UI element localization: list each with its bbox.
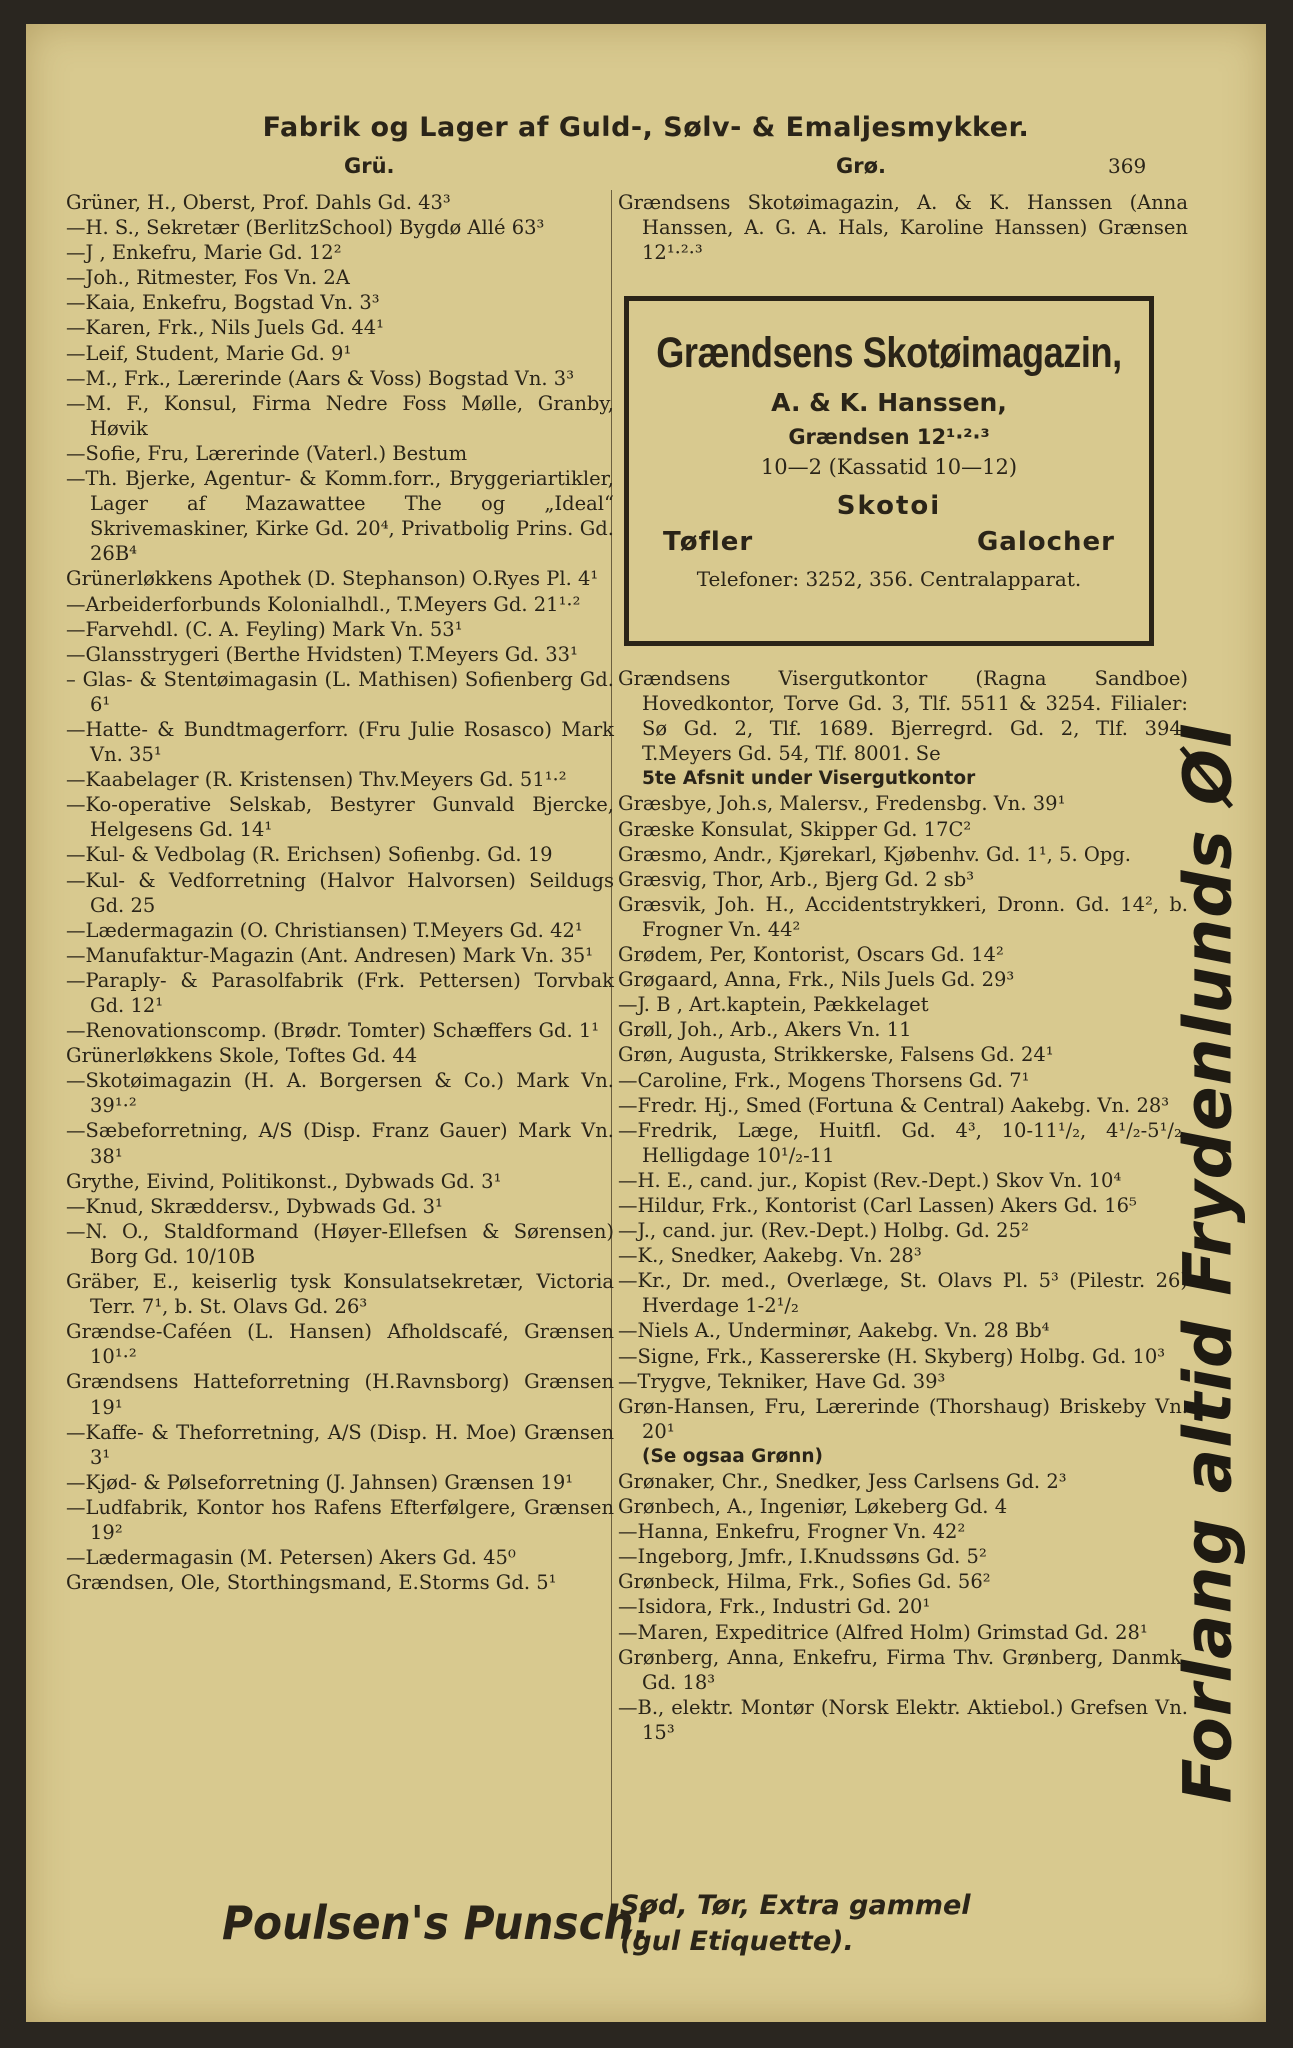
list-item: —Arbeiderforbunds Kolonialhdl., T.Meyers Gd. 21¹·² [66, 592, 581, 616]
footer-ad-line1: Sød, Tør, Extra gammel [620, 1890, 971, 1921]
list-item: —M. F., Konsul, Firma Nedre Foss Mølle, Granby, Høvik [66, 391, 614, 440]
page-header-title: Fabrik og Lager af Guld-, Sølv- & Emaljesmykker. [262, 112, 1030, 143]
list-item: —J , Enkefru, Marie Gd. 12² [66, 241, 342, 265]
list-item: —Knud, Skræddersv., Dybwads Gd. 3¹ [66, 1194, 443, 1218]
left-column [66, 190, 614, 1595]
list-item: —H. E., cand. jur., Kopist (Rev.-Dept.) Skov Vn. 10⁴ [618, 1168, 1122, 1192]
list-item: —Renovationscomp. (Brødr. Tomter) Schæffers Gd. 1¹ [66, 1019, 600, 1043]
list-item: —Joh., Ritmester, Fos Vn. 2A [66, 266, 350, 290]
list-item: Grønbeck, Hilma, Frk., Sofies Gd. 56² [618, 1570, 991, 1594]
list-item: —Hildur, Frk., Kontorist (Carl Lassen) Akers Gd. 16⁵ [618, 1193, 1137, 1217]
list-item: Græske Konsulat, Skipper Gd. 17C² [618, 817, 972, 841]
list-item: —Lædermagazin (O. Christiansen) T.Meyers Gd. 42¹ [66, 918, 583, 942]
right-column [618, 190, 1188, 265]
list-item: Grønberg, Anna, Enkefru, Firma Thv. Grønberg, Danmk. Gd. 18³ [618, 1645, 1188, 1694]
ad-hours: 10—2 (Kassatid 10—12) [760, 455, 1018, 479]
page-number: 369 [1108, 154, 1147, 178]
list-item: —N. O., Staldformand (Høyer-Ellefsen & Sørensen) Borg Gd. 10/10B [66, 1219, 614, 1268]
list-item: —Manufaktur-Magazin (Ant. Andresen) Mark Vn. 35¹ [66, 943, 594, 967]
footer-ad-right [620, 1888, 971, 1960]
list-item: Grünerløkkens Skole, Toftes Gd. 44 [66, 1044, 418, 1068]
left-column-key: Grü. [344, 154, 395, 178]
list-item: Grythe, Eivind, Politikonst., Dybwads Gd. 3¹ [66, 1169, 502, 1193]
list-item: Græsvik, Joh. H., Accidentstrykkeri, Dronn. Gd. 14², b. Frogner Vn. 44² [618, 892, 1188, 941]
list-item: —Signe, Frk., Kassererske (H. Skyberg) Holbg. Gd. 10³ [618, 1344, 1166, 1368]
list-item: Grændsens Hatteforretning (H.Ravnsborg) Grænsen 19¹ [66, 1370, 614, 1419]
list-item: —Maren, Expeditrice (Alfred Holm) Grimstad Gd. 28¹ [618, 1620, 1148, 1644]
list-item: Græsvig, Thor, Arb., Bjerg Gd. 2 sb³ [618, 867, 975, 891]
list-item: —Ko-operative Selskab, Bestyrer Gunvald Bjercke, Helgesens Gd. 14¹ [66, 793, 614, 842]
list-item: – Glas- & Stentøimagasin (L. Mathisen) Sofienberg Gd. 6¹ [66, 667, 614, 716]
list-item: Græsmo, Andr., Kjørekarl, Kjøbenhv. Gd. 1¹, 5. Opg. [618, 842, 1131, 866]
list-item: —Isidora, Frk., Industri Gd. 20¹ [618, 1595, 931, 1619]
list-item: Grünerløkkens Apothek (D. Stephanson) O.Ryes Pl. 4¹ [66, 567, 599, 591]
ad-items [629, 527, 1149, 557]
list-item: —Fredr. Hj., Smed (Fortuna & Central) Aakebg. Vn. 28³ [618, 1093, 1170, 1117]
ad-title: Grændsens Skotøimagazin, [656, 329, 1122, 377]
list-item: Grüner, H., Oberst, Prof. Dahls Gd. 43³ [66, 191, 451, 214]
list-item: Grødem, Per, Kontorist, Oscars Gd. 14² [618, 943, 1004, 967]
directory-page [26, 24, 1266, 2022]
list-item: —Ingeborg, Jmfr., I.Knudssøns Gd. 5² [618, 1545, 987, 1569]
list-item: Grønaker, Chr., Snedker, Jess Carlsens Gd. 2³ [618, 1470, 1067, 1493]
list-item: —Caroline, Frk., Mogens Thorsens Gd. 7¹ [618, 1068, 1030, 1092]
list-item: —Kjød- & Pølseforretning (J. Jahnsen) Grænsen 19¹ [66, 1470, 574, 1494]
right-column-entries [618, 666, 1188, 1745]
list-item: —Kr., Dr. med., Overlæge, St. Olavs Pl. 5³ (Pilestr. 26) Hverdage 1-2¹/₂ [618, 1269, 1188, 1318]
list-item: —Kul- & Vedbolag (R. Erichsen) Sofienbg. Gd. 19 [66, 843, 553, 867]
list-item: —Sæbeforretning, A/S (Disp. Franz Gauer) Mark Vn. 38¹ [66, 1119, 614, 1168]
list-item: —H. S., Sekretær (BerlitzSchool) Bygdø Allé 63³ [66, 216, 545, 240]
list-item: Grønbech, A., Ingeniør, Løkeberg Gd. 4 [618, 1495, 1008, 1519]
list-item: —Paraply- & Parasolfabrik (Frk. Pettersen) Torvbak Gd. 12¹ [66, 968, 614, 1017]
ad-item-right: Galocher [976, 527, 1115, 557]
list-item: —J. B , Art.kaptein, Pækkelaget [618, 993, 929, 1017]
list-item: —Kaabelager (R. Kristensen) Thv.Meyers Gd. 51¹·² [66, 768, 567, 792]
list-item: —Lædermagasin (M. Petersen) Akers Gd. 45⁰ [66, 1546, 516, 1570]
ad-address: Grændsen 12¹·²·³ [788, 425, 990, 449]
side-ad-text: Forlang altid Frydenlunds Øl [1169, 724, 1247, 1804]
footer-ad-line2: (gul Etiquette). [620, 1926, 854, 1957]
list-item: Grøn-Hansen, Fru, Lærerinde (Thorshaug) Briskeby Vn. 20¹ [618, 1394, 1188, 1443]
list-item: Grøn, Augusta, Strikkerske, Falsens Gd. 24¹ [618, 1043, 1054, 1067]
list-item: —Glansstrygeri (Berthe Hvidsten) T.Meyers Gd. 33¹ [66, 642, 578, 666]
ad-item-left: Tøfler [663, 527, 754, 557]
list-item: —Kaia, Enkefru, Bogstad Vn. 3³ [66, 291, 380, 315]
list-item: —Karen, Frk., Nils Juels Gd. 44¹ [66, 316, 384, 340]
list-item: —Farvehdl. (C. A. Feyling) Mark Vn. 53¹ [66, 617, 463, 641]
list-item: Grændsens Visergutkontor (Ragna Sandboe) Hovedkontor, Torve Gd. 3, Tlf. 5511 & 3254. Filialer: Sø Gd. 2, Tlf. 1689. Bjerregrd. Gd. 2, Tlf. 394. T.Meyers Gd. 54, Tlf. 8001. Se [618, 667, 1188, 766]
right-column-key: Grø. [836, 154, 886, 178]
footer-ad-left: Poulsen's Punsch: [222, 1896, 651, 1950]
cross-reference-note: (Se ogsaa Grønn) [642, 1445, 823, 1467]
list-item: Grændsens Skotøimagazin, A. & K. Hanssen (Anna Hanssen, A. G. A. Hals, Karoline Hanssen) Grænsen 12¹·²·³ [618, 191, 1188, 265]
list-item: —Hanna, Enkefru, Frogner Vn. 42² [618, 1520, 966, 1544]
list-item: Grøll, Joh., Arb., Akers Vn. 11 [618, 1018, 912, 1042]
list-item: —Kaffe- & Theforretning, A/S (Disp. H. Moe) Grænsen 3¹ [66, 1420, 614, 1469]
list-item: —Skotøimagazin (H. A. Borgersen & Co.) Mark Vn. 39¹·² [66, 1069, 614, 1118]
list-item: Grøgaard, Anna, Frk., Nils Juels Gd. 29³ [618, 968, 1015, 992]
ad-category: Skotoi [836, 491, 942, 521]
list-item: —Niels A., Underminør, Aakebg. Vn. 28 Bb⁴ [618, 1319, 1050, 1343]
list-item: —Hatte- & Bundtmagerforr. (Fru Julie Rosasco) Mark Vn. 35¹ [66, 717, 614, 767]
list-item: Græsbye, Joh.s, Malersv., Fredensbg. Vn. 39¹ [618, 792, 1066, 816]
list-item: —B., elektr. Montør (Norsk Elektr. Aktiebol.) Grefsen Vn. 15³ [618, 1695, 1188, 1744]
cross-reference-note: 5te Afsnit under Visergutkontor [642, 768, 976, 790]
list-item: —Leif, Student, Marie Gd. 9¹ [66, 341, 352, 365]
list-item: —K., Snedker, Aakebg. Vn. 28³ [618, 1244, 922, 1268]
list-item: —M., Frk., Lærerinde (Aars & Voss) Bogstad Vn. 3³ [66, 366, 575, 390]
list-item: —Kul- & Vedforretning (Halvor Halvorsen) Seildugs Gd. 25 [66, 868, 614, 917]
ad-phones: Telefoner: 3252, 356. Centralapparat. [696, 567, 1082, 591]
shoe-store-advertisement [624, 296, 1154, 646]
list-item: —Th. Bjerke, Agentur- & Komm.forr., Bryggeriartikler, Lager af Mazawattee The og „Ideal“ Skrivemaskiner, Kirke Gd. 20⁴, Privatbolig Prins. Gd. 26B⁴ [66, 467, 614, 566]
list-item: Gräber, E., keiserlig tysk Konsulatsekretær, Victoria Terr. 7¹, b. St. Olavs Gd. 26³ [66, 1270, 614, 1319]
list-item: —Fredrik, Læge, Huitfl. Gd. 4³, 10-11¹/₂, 4¹/₂-5¹/₂, Helligdage 10¹/₂-11 [618, 1118, 1188, 1167]
list-item: Grændsen, Ole, Storthingsmand, E.Storms Gd. 5¹ [66, 1571, 557, 1595]
side-advertisement [1168, 644, 1248, 1884]
list-item: —J., cand. jur. (Rev.-Dept.) Holbg. Gd. 25² [618, 1219, 1029, 1243]
list-item: —Sofie, Fru, Lærerinde (Vaterl.) Bestum [66, 441, 468, 465]
list-item: —Trygve, Tekniker, Have Gd. 39³ [618, 1369, 946, 1393]
list-item: —Ludfabrik, Kontor hos Rafens Efterfølgere, Grænsen 19² [66, 1495, 614, 1544]
list-item: Grændse-Caféen (L. Hansen) Afholdscafé, Grænsen 10¹·² [66, 1320, 614, 1369]
ad-owners: A. & K. Hanssen, [771, 388, 1007, 417]
